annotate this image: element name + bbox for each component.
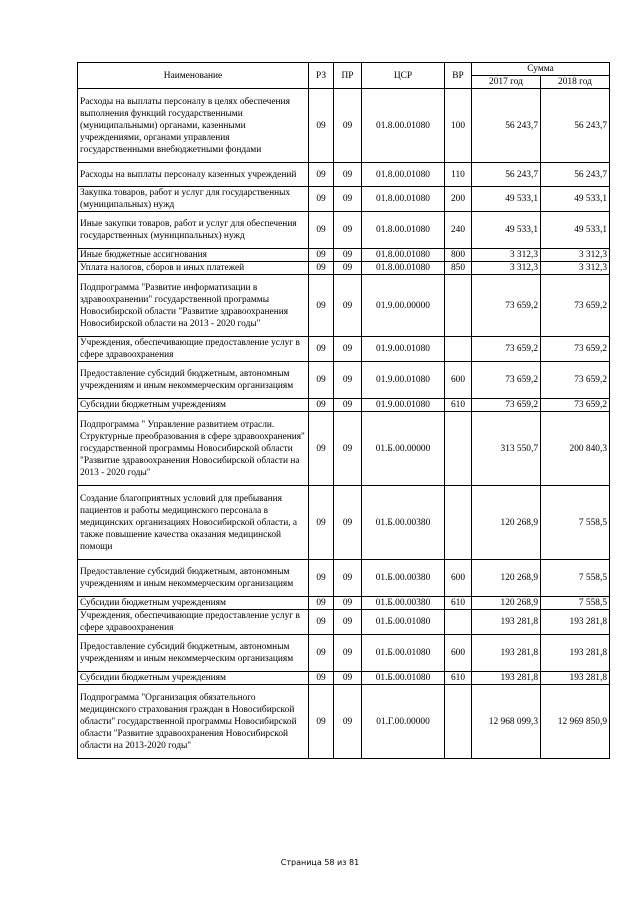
row-2018-amount: 193 281,8 [541, 672, 610, 685]
row-pr-cell: 09 [334, 187, 362, 212]
table-row [78, 89, 610, 163]
row-2018-amount: 3 312,3 [541, 249, 610, 262]
row-rz-cell: 09 [309, 212, 334, 249]
row-vr-cell: 800 [445, 249, 472, 262]
table-row [78, 412, 610, 486]
header-year-2017: 2017 год [472, 76, 541, 89]
row-csr-cell: 01.Б.00.00380 [362, 486, 445, 560]
row-2018-amount: 200 840,3 [541, 412, 610, 486]
row-2017-amount: 193 281,8 [472, 610, 541, 635]
row-2018-amount: 7 558,5 [541, 597, 610, 610]
row-2018-amount: 73 659,2 [541, 362, 610, 399]
row-2017-amount: 56 243,7 [472, 163, 541, 187]
row-vr-cell [445, 486, 472, 560]
header-name: Наименование [78, 63, 309, 89]
row-pr-cell: 09 [334, 275, 362, 337]
row-2017-amount: 73 659,2 [472, 362, 541, 399]
row-pr-cell: 09 [334, 672, 362, 685]
row-2017-amount: 313 550,7 [472, 412, 541, 486]
row-pr-cell: 09 [334, 685, 362, 759]
row-2017-amount: 120 268,9 [472, 560, 541, 597]
row-2017-amount: 73 659,2 [472, 337, 541, 362]
row-vr-cell: 600 [445, 635, 472, 672]
row-2018-amount: 7 558,5 [541, 486, 610, 560]
row-2018-amount: 73 659,2 [541, 337, 610, 362]
row-csr-cell: 01.Б.00.00000 [362, 412, 445, 486]
row-vr-cell [445, 337, 472, 362]
row-name-cell: Расходы на выплаты персоналу казенных учреждений [78, 163, 309, 187]
row-vr-cell: 200 [445, 187, 472, 212]
row-csr-cell: 01.9.00.01080 [362, 362, 445, 399]
row-2017-amount: 12 968 099,3 [472, 685, 541, 759]
row-rz-cell: 09 [309, 399, 334, 412]
row-vr-cell [445, 412, 472, 486]
row-rz-cell: 09 [309, 685, 334, 759]
row-vr-cell [445, 610, 472, 635]
row-csr-cell: 01.Б.00.00380 [362, 560, 445, 597]
row-2018-amount: 7 558,5 [541, 560, 610, 597]
row-name-cell: Подпрограмма "Развитие информатизации в здравоохранении" государственной программы Новосибирской области "Развитие здравоохранения Новосибирской области на 2013 - 2020 годы" [78, 275, 309, 337]
row-csr-cell: 01.Б.00.01080 [362, 672, 445, 685]
row-2017-amount: 49 533,1 [472, 187, 541, 212]
row-2018-amount: 3 312,3 [541, 262, 610, 275]
row-vr-cell: 610 [445, 399, 472, 412]
row-name-cell: Подпрограмма " Управление развитием отрасли. Структурные преобразования в сфере здравоохранения" государственной программы Новосибирской области "Развитие здравоохранения Новосибирской области на 2013 - 2020 годы" [78, 412, 309, 486]
row-pr-cell: 09 [334, 610, 362, 635]
table-row [78, 362, 610, 399]
table-row [78, 560, 610, 597]
row-2018-amount: 49 533,1 [541, 187, 610, 212]
header-year-2018: 2018 год [541, 76, 610, 89]
row-2017-amount: 3 312,3 [472, 249, 541, 262]
row-rz-cell: 09 [309, 560, 334, 597]
row-rz-cell: 09 [309, 362, 334, 399]
row-pr-cell: 09 [334, 89, 362, 163]
row-rz-cell: 09 [309, 486, 334, 560]
row-csr-cell: 01.9.00.01080 [362, 399, 445, 412]
row-csr-cell: 01.8.00.01080 [362, 163, 445, 187]
row-2017-amount: 120 268,9 [472, 486, 541, 560]
table-row [78, 212, 610, 249]
table-body [78, 89, 610, 759]
row-name-cell: Предоставление субсидий бюджетным, автономным учреждениям и иным некоммерческим организациям [78, 362, 309, 399]
row-name-cell: Субсидии бюджетным учреждениям [78, 672, 309, 685]
row-2017-amount: 3 312,3 [472, 262, 541, 275]
row-rz-cell: 09 [309, 262, 334, 275]
row-vr-cell: 610 [445, 597, 472, 610]
row-vr-cell [445, 685, 472, 759]
table-row [78, 337, 610, 362]
table-row [78, 275, 610, 337]
row-rz-cell: 09 [309, 249, 334, 262]
row-pr-cell: 09 [334, 212, 362, 249]
row-2017-amount: 49 533,1 [472, 212, 541, 249]
row-2018-amount: 56 243,7 [541, 89, 610, 163]
row-pr-cell: 09 [334, 337, 362, 362]
row-2017-amount: 73 659,2 [472, 275, 541, 337]
row-rz-cell: 09 [309, 610, 334, 635]
row-2018-amount: 193 281,8 [541, 635, 610, 672]
table-row [78, 187, 610, 212]
row-name-cell: Закупка товаров, работ и услуг для государственных (муниципальных) нужд [78, 187, 309, 212]
page-number: Страница 58 из 81 [280, 858, 360, 867]
budget-table [77, 62, 610, 759]
row-pr-cell: 09 [334, 362, 362, 399]
row-name-cell: Уплата налогов, сборов и иных платежей [78, 262, 309, 275]
row-name-cell: Предоставление субсидий бюджетным, автономным учреждениям и иным некоммерческим организациям [78, 560, 309, 597]
row-vr-cell [445, 275, 472, 337]
header-vr: ВР [445, 63, 472, 89]
row-pr-cell: 09 [334, 597, 362, 610]
row-rz-cell: 09 [309, 635, 334, 672]
row-csr-cell: 01.9.00.01080 [362, 337, 445, 362]
row-rz-cell: 09 [309, 163, 334, 187]
row-rz-cell: 09 [309, 412, 334, 486]
row-csr-cell: 01.9.00.00000 [362, 275, 445, 337]
table-row [78, 399, 610, 412]
row-vr-cell: 240 [445, 212, 472, 249]
row-name-cell: Учреждения, обеспечивающие предоставление услуг в сфере здравоохранения [78, 337, 309, 362]
row-pr-cell: 09 [334, 412, 362, 486]
row-2017-amount: 193 281,8 [472, 672, 541, 685]
row-2018-amount: 56 243,7 [541, 163, 610, 187]
row-pr-cell: 09 [334, 163, 362, 187]
row-name-cell: Расходы на выплаты персоналу в целях обеспечения выполнения функций государственными (муниципальными) органами, казенными учреждениями, органами управления государственными внебюджетными фондами [78, 89, 309, 163]
row-csr-cell: 01.8.00.01080 [362, 187, 445, 212]
header-rz: РЗ [309, 63, 334, 89]
row-csr-cell: 01.8.00.01080 [362, 89, 445, 163]
row-2017-amount: 120 268,9 [472, 597, 541, 610]
row-rz-cell: 09 [309, 597, 334, 610]
row-name-cell: Подпрограмма "Организация обязательного медицинского страхования граждан в Новосибирской области" государственной программы Новосибирской области "Развитие здравоохранения Новосибирской области на 2013-2020 годы" [78, 685, 309, 759]
table-row [78, 597, 610, 610]
row-pr-cell: 09 [334, 486, 362, 560]
row-2017-amount: 56 243,7 [472, 89, 541, 163]
table-row [78, 685, 610, 759]
row-vr-cell: 110 [445, 163, 472, 187]
table-row [78, 262, 610, 275]
row-2018-amount: 193 281,8 [541, 610, 610, 635]
table-row [78, 635, 610, 672]
table-row [78, 163, 610, 187]
table-row [78, 486, 610, 560]
row-csr-cell: 01.8.00.01080 [362, 262, 445, 275]
row-vr-cell: 600 [445, 362, 472, 399]
table-row [78, 249, 610, 262]
row-name-cell: Предоставление субсидий бюджетным, автономным учреждениям и иным некоммерческим организациям [78, 635, 309, 672]
row-2018-amount: 73 659,2 [541, 399, 610, 412]
row-csr-cell: 01.Б.00.00380 [362, 597, 445, 610]
header-sum: Сумма [472, 63, 610, 76]
row-csr-cell: 01.Б.00.01080 [362, 610, 445, 635]
table-row [78, 610, 610, 635]
row-name-cell: Создание благоприятных условий для пребывания пациентов и работы медицинского персонала в медицинских организациях Новосибирской области, а также повышение качества оказания медицинской помощи [78, 486, 309, 560]
row-pr-cell: 09 [334, 399, 362, 412]
header-csr: ЦСР [362, 63, 445, 89]
row-rz-cell: 09 [309, 672, 334, 685]
row-pr-cell: 09 [334, 635, 362, 672]
row-csr-cell: 01.Г.00.00000 [362, 685, 445, 759]
row-vr-cell: 600 [445, 560, 472, 597]
table-row [78, 672, 610, 685]
row-vr-cell: 100 [445, 89, 472, 163]
row-vr-cell: 850 [445, 262, 472, 275]
row-2017-amount: 193 281,8 [472, 635, 541, 672]
row-csr-cell: 01.Б.00.01080 [362, 635, 445, 672]
row-rz-cell: 09 [309, 275, 334, 337]
row-name-cell: Иные закупки товаров, работ и услуг для обеспечения государственных (муниципальных) нужд [78, 212, 309, 249]
row-csr-cell: 01.8.00.01080 [362, 249, 445, 262]
row-pr-cell: 09 [334, 249, 362, 262]
row-csr-cell: 01.8.00.01080 [362, 212, 445, 249]
row-name-cell: Субсидии бюджетным учреждениям [78, 597, 309, 610]
row-2018-amount: 49 533,1 [541, 212, 610, 249]
row-name-cell: Учреждения, обеспечивающие предоставление услуг в сфере здравоохранения [78, 610, 309, 635]
row-2017-amount: 73 659,2 [472, 399, 541, 412]
row-name-cell: Субсидии бюджетным учреждениям [78, 399, 309, 412]
row-rz-cell: 09 [309, 337, 334, 362]
row-pr-cell: 09 [334, 560, 362, 597]
row-2018-amount: 73 659,2 [541, 275, 610, 337]
row-rz-cell: 09 [309, 187, 334, 212]
row-name-cell: Иные бюджетные ассигнования [78, 249, 309, 262]
row-pr-cell: 09 [334, 262, 362, 275]
row-2018-amount: 12 969 850,9 [541, 685, 610, 759]
row-rz-cell: 09 [309, 89, 334, 163]
row-vr-cell: 610 [445, 672, 472, 685]
header-pr: ПР [334, 63, 362, 89]
